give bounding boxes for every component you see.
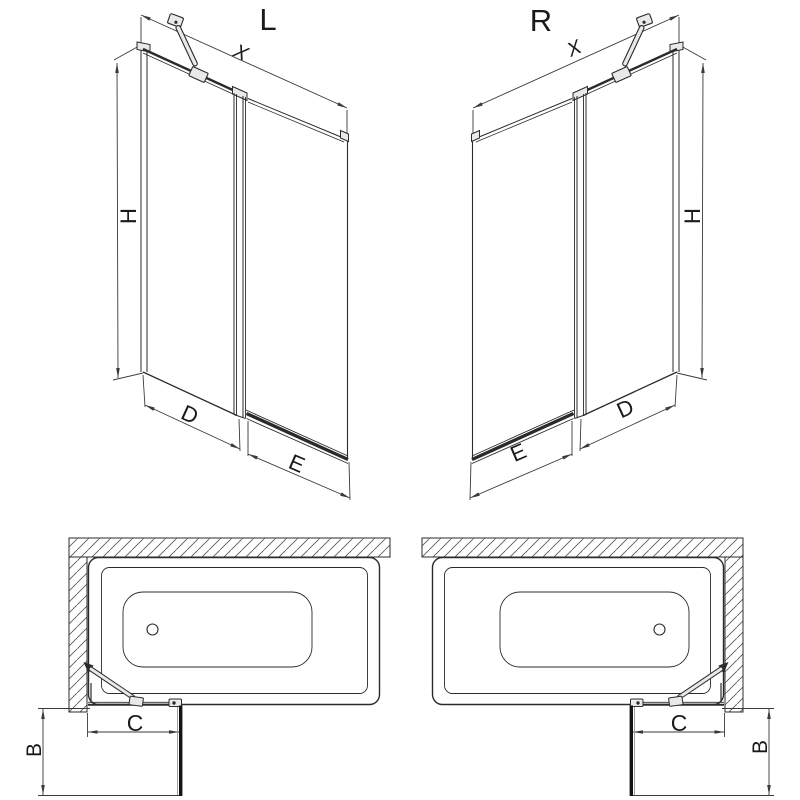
wall-top-right-plan — [422, 538, 743, 557]
dim-label-b-right: B — [749, 739, 772, 755]
variant-label-left: L — [259, 2, 277, 37]
dim-label-h-left: H — [116, 208, 141, 224]
dim-label-e-left: E — [285, 449, 309, 478]
dim-label-c-left: C — [126, 710, 144, 736]
dim-label-h-right: H — [680, 208, 705, 224]
dim-label-e-right: E — [506, 438, 530, 467]
dim-label-d-right: D — [612, 393, 638, 424]
plan-right-drawing-mirrored — [433, 558, 775, 797]
dim-label-c-right: C — [670, 710, 688, 736]
plan-left-drawing — [38, 558, 380, 797]
elevation-right-drawing-mirrored — [470, 13, 707, 500]
dim-label-x-left: X — [229, 40, 252, 66]
wall-side-left-plan — [69, 557, 87, 712]
plan-left-labels — [23, 710, 143, 757]
variant-label-right: R — [529, 3, 553, 38]
dim-label-b-left: B — [23, 742, 46, 758]
dim-label-x-right: X — [563, 36, 586, 62]
dim-label-d-left: D — [177, 399, 203, 430]
elevation-left-drawing — [113, 13, 350, 500]
wall-side-right-plan — [725, 557, 743, 712]
wall-top-left-plan — [69, 538, 390, 557]
